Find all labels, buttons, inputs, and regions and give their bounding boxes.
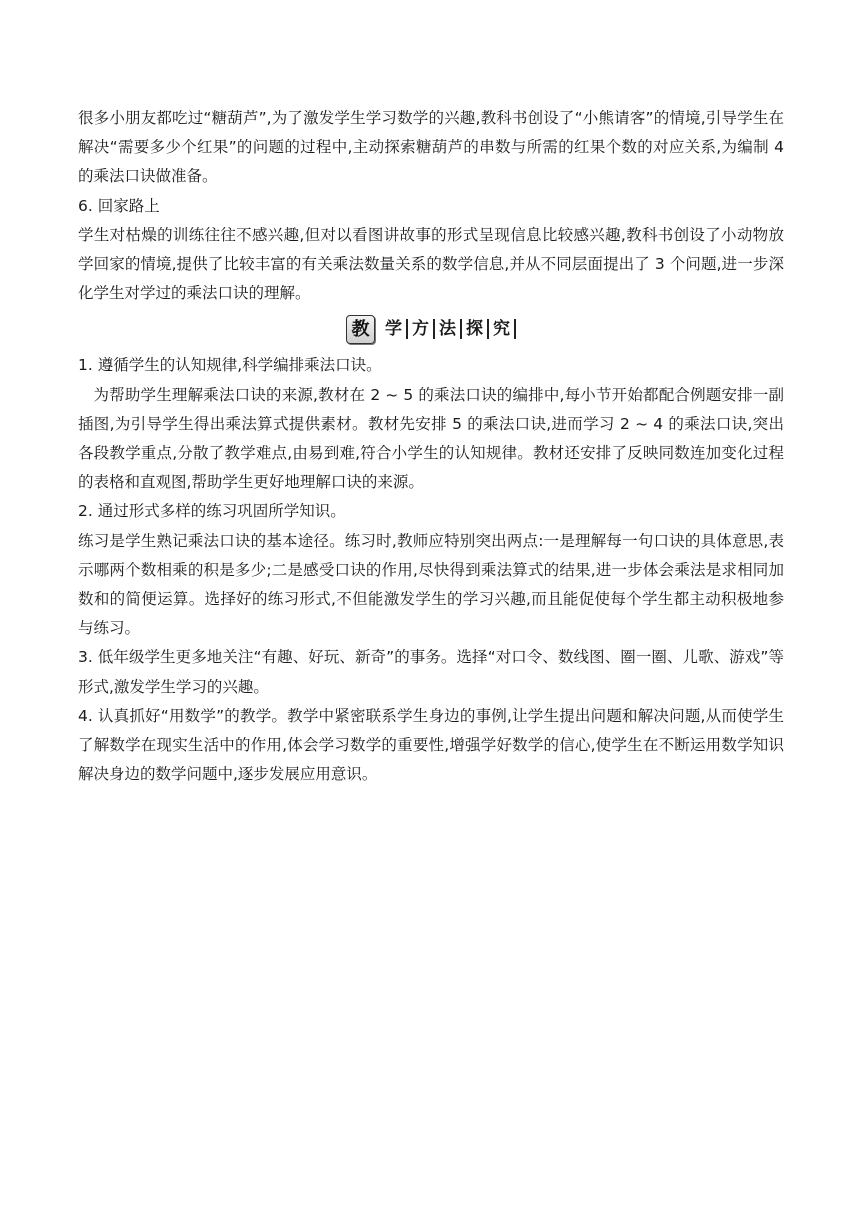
heading-char: 学 [381, 319, 408, 339]
subheading-on-the-way-home: 6. 回家路上 [78, 196, 160, 215]
paragraph-candied-haws: 很多小朋友都吃过“糖葫芦”,为了激发学生学习数学的兴趣,教科书创设了“小熊请客”的情境,引导学生在解决“需要多少个红果”的问题的过程中,主动探索糖葫芦的串数与所需的红果个数的对应关系,为编制 4 的乘法口诀做准备。 [78, 109, 784, 186]
section-heading-teaching-methods [78, 309, 784, 349]
point-2-body: 练习是学生熟记乘法口诀的基本途径。练习时,教师应特别突出两点:一是理解每一句口诀的具体意思,表示哪两个数相乘的积是多少;二是感受口诀的作用,尽快得到乘法算式的结果,进一步体会乘法是求相同加数和的简便运算。选择好的练习形式,不但能激发学生的学习兴趣,而且能促使每个学生都主动积极地参与练习。 [78, 531, 784, 638]
document-body [78, 104, 784, 789]
point-3: 3. 低年级学生更多地关注“有趣、好玩、新奇”的事务。选择“对口令、数线图、圈一圈、儿歌、游戏”等形式,激发学生学习的兴趣。 [78, 648, 784, 696]
heading-char: 方 [408, 319, 435, 339]
point-1-body: 为帮助学生理解乘法口诀的来源,教材在 2 ~ 5 的乘法口诀的编排中,每小节开始都配合例题安排一副插图,为引导学生得出乘法算式提供素材。教材先安排 5 的乘法口诀,进而学习 2 ~ 4 的乘法口诀,突出各段教学重点,分散了教学难点,由易到难,符合小学生的认知规律。教材还安排了反映同数连加变化过程的表格和直观图,帮助学生更好地理解口诀的来源。 [78, 385, 784, 492]
point-2-heading: 2. 通过形式多样的练习巩固所学知识。 [78, 502, 346, 521]
heading-char: 究 [489, 319, 516, 339]
section-heading-box [346, 315, 516, 344]
point-4: 4. 认真抓好“用数学”的教学。教学中紧密联系学生身边的事例,让学生提出问题和解决问题,从而使学生了解数学在现实生活中的作用,体会学习数学的重要性,增强学好数学的信心,使学生在不断运用数学知识解决身边的数学问题中,逐步发展应用意识。 [78, 706, 784, 784]
heading-char: 法 [435, 319, 462, 339]
heading-char: 探 [462, 319, 489, 339]
point-1-heading: 1. 遵循学生的认知规律,科学编排乘法口诀。 [78, 356, 382, 375]
heading-badge-icon: 教 [346, 315, 375, 344]
heading-chars [381, 319, 516, 339]
paragraph-way-home: 学生对枯燥的训练往往不感兴趣,但对以看图讲故事的形式呈现信息比较感兴趣,教科书创设了小动物放学回家的情境,提供了比较丰富的有关乘法数量关系的数学信息,并从不同层面提出了 3 个问题,进一步深化学生对学过的乘法口诀的理解。 [78, 225, 784, 303]
